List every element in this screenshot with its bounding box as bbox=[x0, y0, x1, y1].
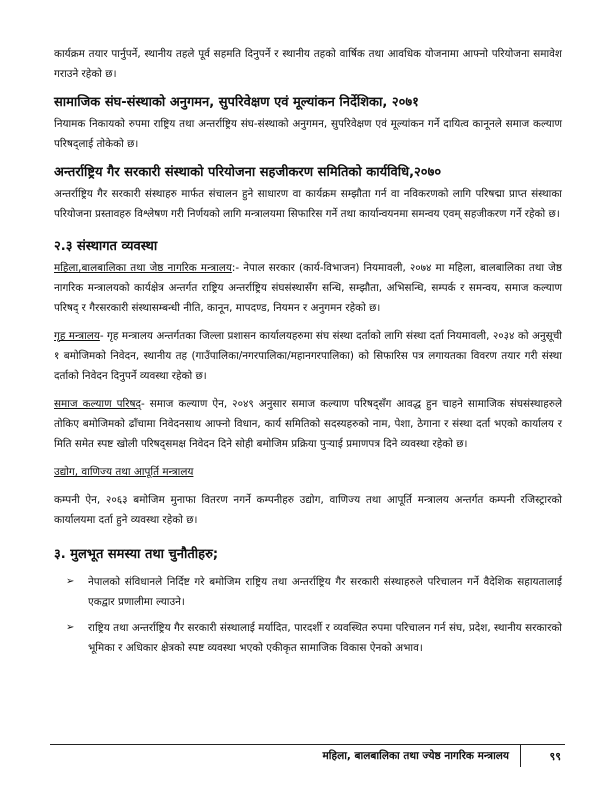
women-ministry-body: :- नेपाल सरकार (कार्य-विभाजन) नियमावली, २०७४ मा महिला, बालबालिका तथा जेष्ठ नागरिक मन्त्रालयको कार्यक्षेत्र अन्तर्गत राष्ट्रिय अन्तर्राष्ट्रिय संघसंस्थासँग सन्धि, सम्झौता, अभिसन्धि, सम्पर्क र समन्वय, समाज कल्याण परिषद् र गैरसरकारी संस्थासम्बन्धी नीति, कानून, मापदण्ड, नियमन र अनुगमन रहेको छ। bbox=[54, 262, 562, 314]
list-item bbox=[54, 572, 562, 612]
women-ministry-title: महिला,बालबालिका तथा जेष्ठ नागरिक मन्त्रालय bbox=[54, 262, 232, 274]
home-ministry-body: - गृह मन्त्रालय अन्तर्गतका जिल्ला प्रशासन कार्यालयहरुमा संघ संस्था दर्ताको लागि संस्था दर्ता नियमावली, २०३४ को अनुसूची १ बमोजिमको निवेदन, स्थानीय तह (गाउँपालिका/नगरपालिका/महानगरपालिका) को सिफारिस पत्र लगायतका विवरण तयार गरी संस्था दर्ताको निवेदन दिनुपर्ने व्यवस्था रहेको छ। bbox=[54, 330, 562, 382]
facilitation-paragraph: अन्तर्राष्ट्रिय गैर सरकारी संस्थाहरु मार्फत संचालन हुने साधारण वा कार्यक्रम सम्झौता गर्न वा नविकरणको लागि परिषद्मा प्राप्त संस्थाका परियोजना प्रस्तावहरु विश्लेषण गरी निर्णयको लागि मन्त्रालयमा सिफारिस गर्ने तथा कार्यान्वयनमा समन्वय एवम् सहजीकरण गर्ने रहेको छ। bbox=[54, 188, 562, 220]
monitoring-paragraph: नियामक निकायको रुपमा राष्ट्रिय तथा अन्तर्राष्ट्रिय संघ-संस्थाको अनुगमन, सुपरिवेक्षण एवं मूल्यांकन गर्ने दायित्व कानूनले समाज कल्याण परिषद्लाई तोकेको छ। bbox=[54, 118, 562, 150]
home-ministry-title: गृह मन्त्रालय bbox=[54, 330, 100, 342]
industry-ministry-paragraph: कम्पनी ऐन, २०६३ बमोजिम मुनाफा वितरण नगर्ने कम्पनीहरु उद्योग, वाणिज्य तथा आपूर्ति मन्त्रालय अन्तर्गत कम्पनी रजिस्ट्रारको कार्यालयमा दर्ता हुने व्यवस्था रहेको छ। bbox=[54, 494, 562, 526]
list-item-text: राष्ट्रिय तथा अन्तर्राष्ट्रिय गैर सरकारी संस्थालाई मर्यादित, पारदर्शी र व्यवस्थित रुपमा परिचालन गर्न संघ, प्रदेश, स्थानीय सरकारको भूमिका र अधिकार क्षेत्रको स्पष्ट व्यवस्था भएको एकीकृत सामाजिक विकास ऐनको अभाव। bbox=[88, 622, 562, 654]
industry-ministry-title: उद्योग, वाणिज्य तथा आपूर्ति मन्त्रालय bbox=[54, 466, 194, 478]
heading-institutional-arrangement: २.३ संस्थागत व्यवस्था bbox=[54, 239, 158, 254]
intro-paragraph: कार्यक्रम तयार पार्नुपर्ने, स्थानीय तहले पूर्व सहमति दिनुपर्ने र स्थानीय तहको वार्षिक तथा आवधिक योजनामा आफ्नो परियोजना समावेश गराउने रहेको छ। bbox=[54, 48, 562, 80]
page-number: ९९ bbox=[549, 750, 561, 763]
arrow-bullet-icon: ➢ bbox=[66, 576, 75, 587]
heading-monitoring-directive: सामाजिक संघ-संस्थाको अनुगमन, सुपरिवेक्षण एवं मूल्यांकन निर्देशिका, २०७१ bbox=[54, 95, 419, 110]
home-ministry-paragraph bbox=[54, 326, 562, 386]
swc-title: समाज कल्याण परिषद् bbox=[54, 398, 141, 410]
swc-body: - समाज कल्याण ऐन, २०४९ अनुसार समाज कल्याण परिषद्सँग आवद्ध हुन चाहने सामाजिक संघसंस्थाहरुले तोकिए बमोजिमको ढाँचामा निवेदनसाथ आफ्नो विधान, कार्य समितिको सदस्यहरुको नाम, पेशा, ठेगाना र संस्था दर्ता भएको कार्यालय र मिति समेत स्पष्ट खोली परिषद्समक्ष निवेदन दिने सोही बमोजिम प्रक्रिया पुर्‍याई प्रमाणपत्र दिने व्यवस्था रहेको छ। bbox=[54, 398, 563, 450]
arrow-bullet-icon: ➢ bbox=[66, 622, 75, 633]
footer-divider bbox=[520, 745, 521, 767]
page-footer bbox=[50, 744, 565, 763]
list-item bbox=[54, 618, 562, 658]
heading-facilitation-procedure: अन्तर्राष्ट्रिय गैर सरकारी संस्थाको परियोजना सहजीकरण समितिको कार्यविधि,२०७० bbox=[54, 165, 442, 180]
heading-problems-challenges: ३. मुलभूत समस्या तथा चुनौतीहरु; bbox=[54, 547, 219, 562]
list-item-text: नेपालको संविधानले निर्दिष्ट गरे बमोजिम राष्ट्रिय तथा अन्तर्राष्ट्रिय गैर सरकारी संस्थाहरुले परिचालन गर्ने वैदेशिक सहायतालाई एकद्वार प्रणालीमा ल्याउने। bbox=[88, 576, 562, 608]
women-ministry-paragraph bbox=[54, 258, 562, 318]
problems-list bbox=[54, 572, 562, 658]
swc-paragraph bbox=[54, 394, 562, 454]
footer-ministry-name: महिला, बालबालिका तथा ज्येष्ठ नागरिक मन्त्रालय bbox=[322, 750, 509, 762]
page-content bbox=[54, 44, 562, 664]
